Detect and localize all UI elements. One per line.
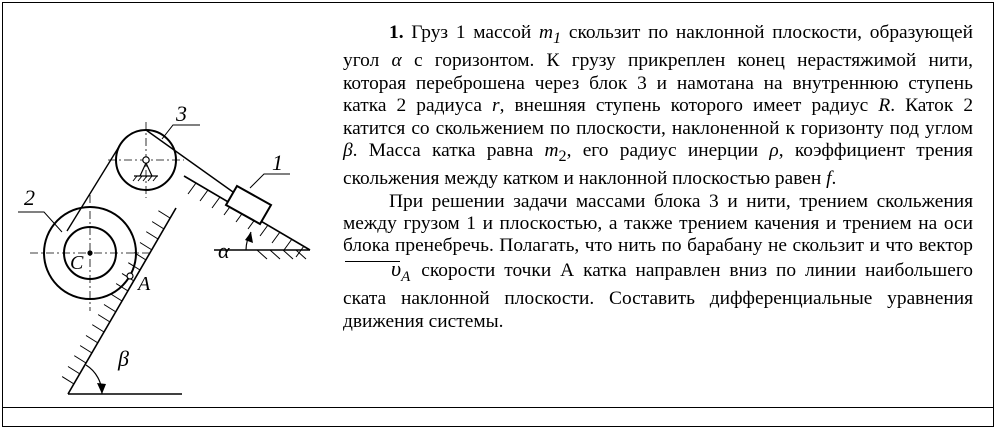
paragraph-1 <box>343 22 973 191</box>
math-m: m <box>539 22 554 43</box>
rope <box>67 130 233 231</box>
next-problem-frame <box>2 407 994 427</box>
problem-text <box>343 22 973 333</box>
point-a-label: A <box>138 273 151 295</box>
roller-2-label: 2 <box>24 185 35 210</box>
math-sub: A <box>401 268 411 285</box>
text: . Каток 2 катится со скольжением по плоскости, наклоненной к горизонту под углом <box>343 95 974 139</box>
text: скорости точки А катка направлен вниз по линии наибольшего ската наклонной плоскости. Составить дифференциальные уравнения движения системы. <box>343 259 973 332</box>
beta-label: β <box>118 346 129 371</box>
math-r: r <box>492 95 500 117</box>
text: При решении задачи массами блока 3 и нити, трением скольжения между грузом 1 и плоскостью, а также трением качения и трением на оси блока пренебречь. Полагать, что нить по барабану не скользит и что вектор <box>343 190 973 257</box>
text: , внешняя ступень которого имеет радиус <box>499 95 879 117</box>
weight-1-label: 1 <box>272 150 283 175</box>
math-sub: 1 <box>553 29 562 47</box>
block-3-label: 3 <box>176 101 187 126</box>
block-3-pulley <box>108 122 184 198</box>
text: . <box>831 168 837 190</box>
math-sub: 2 <box>558 147 567 165</box>
math-upsilon: υ <box>391 255 402 281</box>
math-m: m <box>544 139 559 161</box>
paragraph-2 <box>343 191 973 333</box>
roller-2 <box>30 195 150 311</box>
weight-1 <box>226 186 271 224</box>
text: Груз 1 массой <box>411 22 540 43</box>
math-f: f <box>826 168 832 190</box>
mechanism-figure <box>10 96 316 400</box>
math-R: R <box>878 95 891 117</box>
text: , коэффициент трения скольжения между катком и наклонной плоскостью равен <box>343 139 973 190</box>
text: , его радиус инерции <box>566 139 770 161</box>
velocity-vector <box>343 255 412 288</box>
text: . Масса катка равна <box>352 139 545 161</box>
math-rho: ρ <box>769 139 779 161</box>
math-beta: β <box>343 139 353 161</box>
vector-bar <box>345 261 400 262</box>
text: с горизонтом. К грузу прикреплен конец нерастяжимой нити, которая переброшена через блок 3 и намотана на внутреннюю ступень катка 2 радиуса <box>343 50 973 117</box>
alpha-label: α <box>218 238 230 263</box>
center-c-label: C <box>70 252 84 274</box>
text: скользит по наклонной плоскости, образующей угол <box>343 22 973 72</box>
math-alpha: α <box>391 50 402 72</box>
problem-number: 1. <box>389 22 404 43</box>
